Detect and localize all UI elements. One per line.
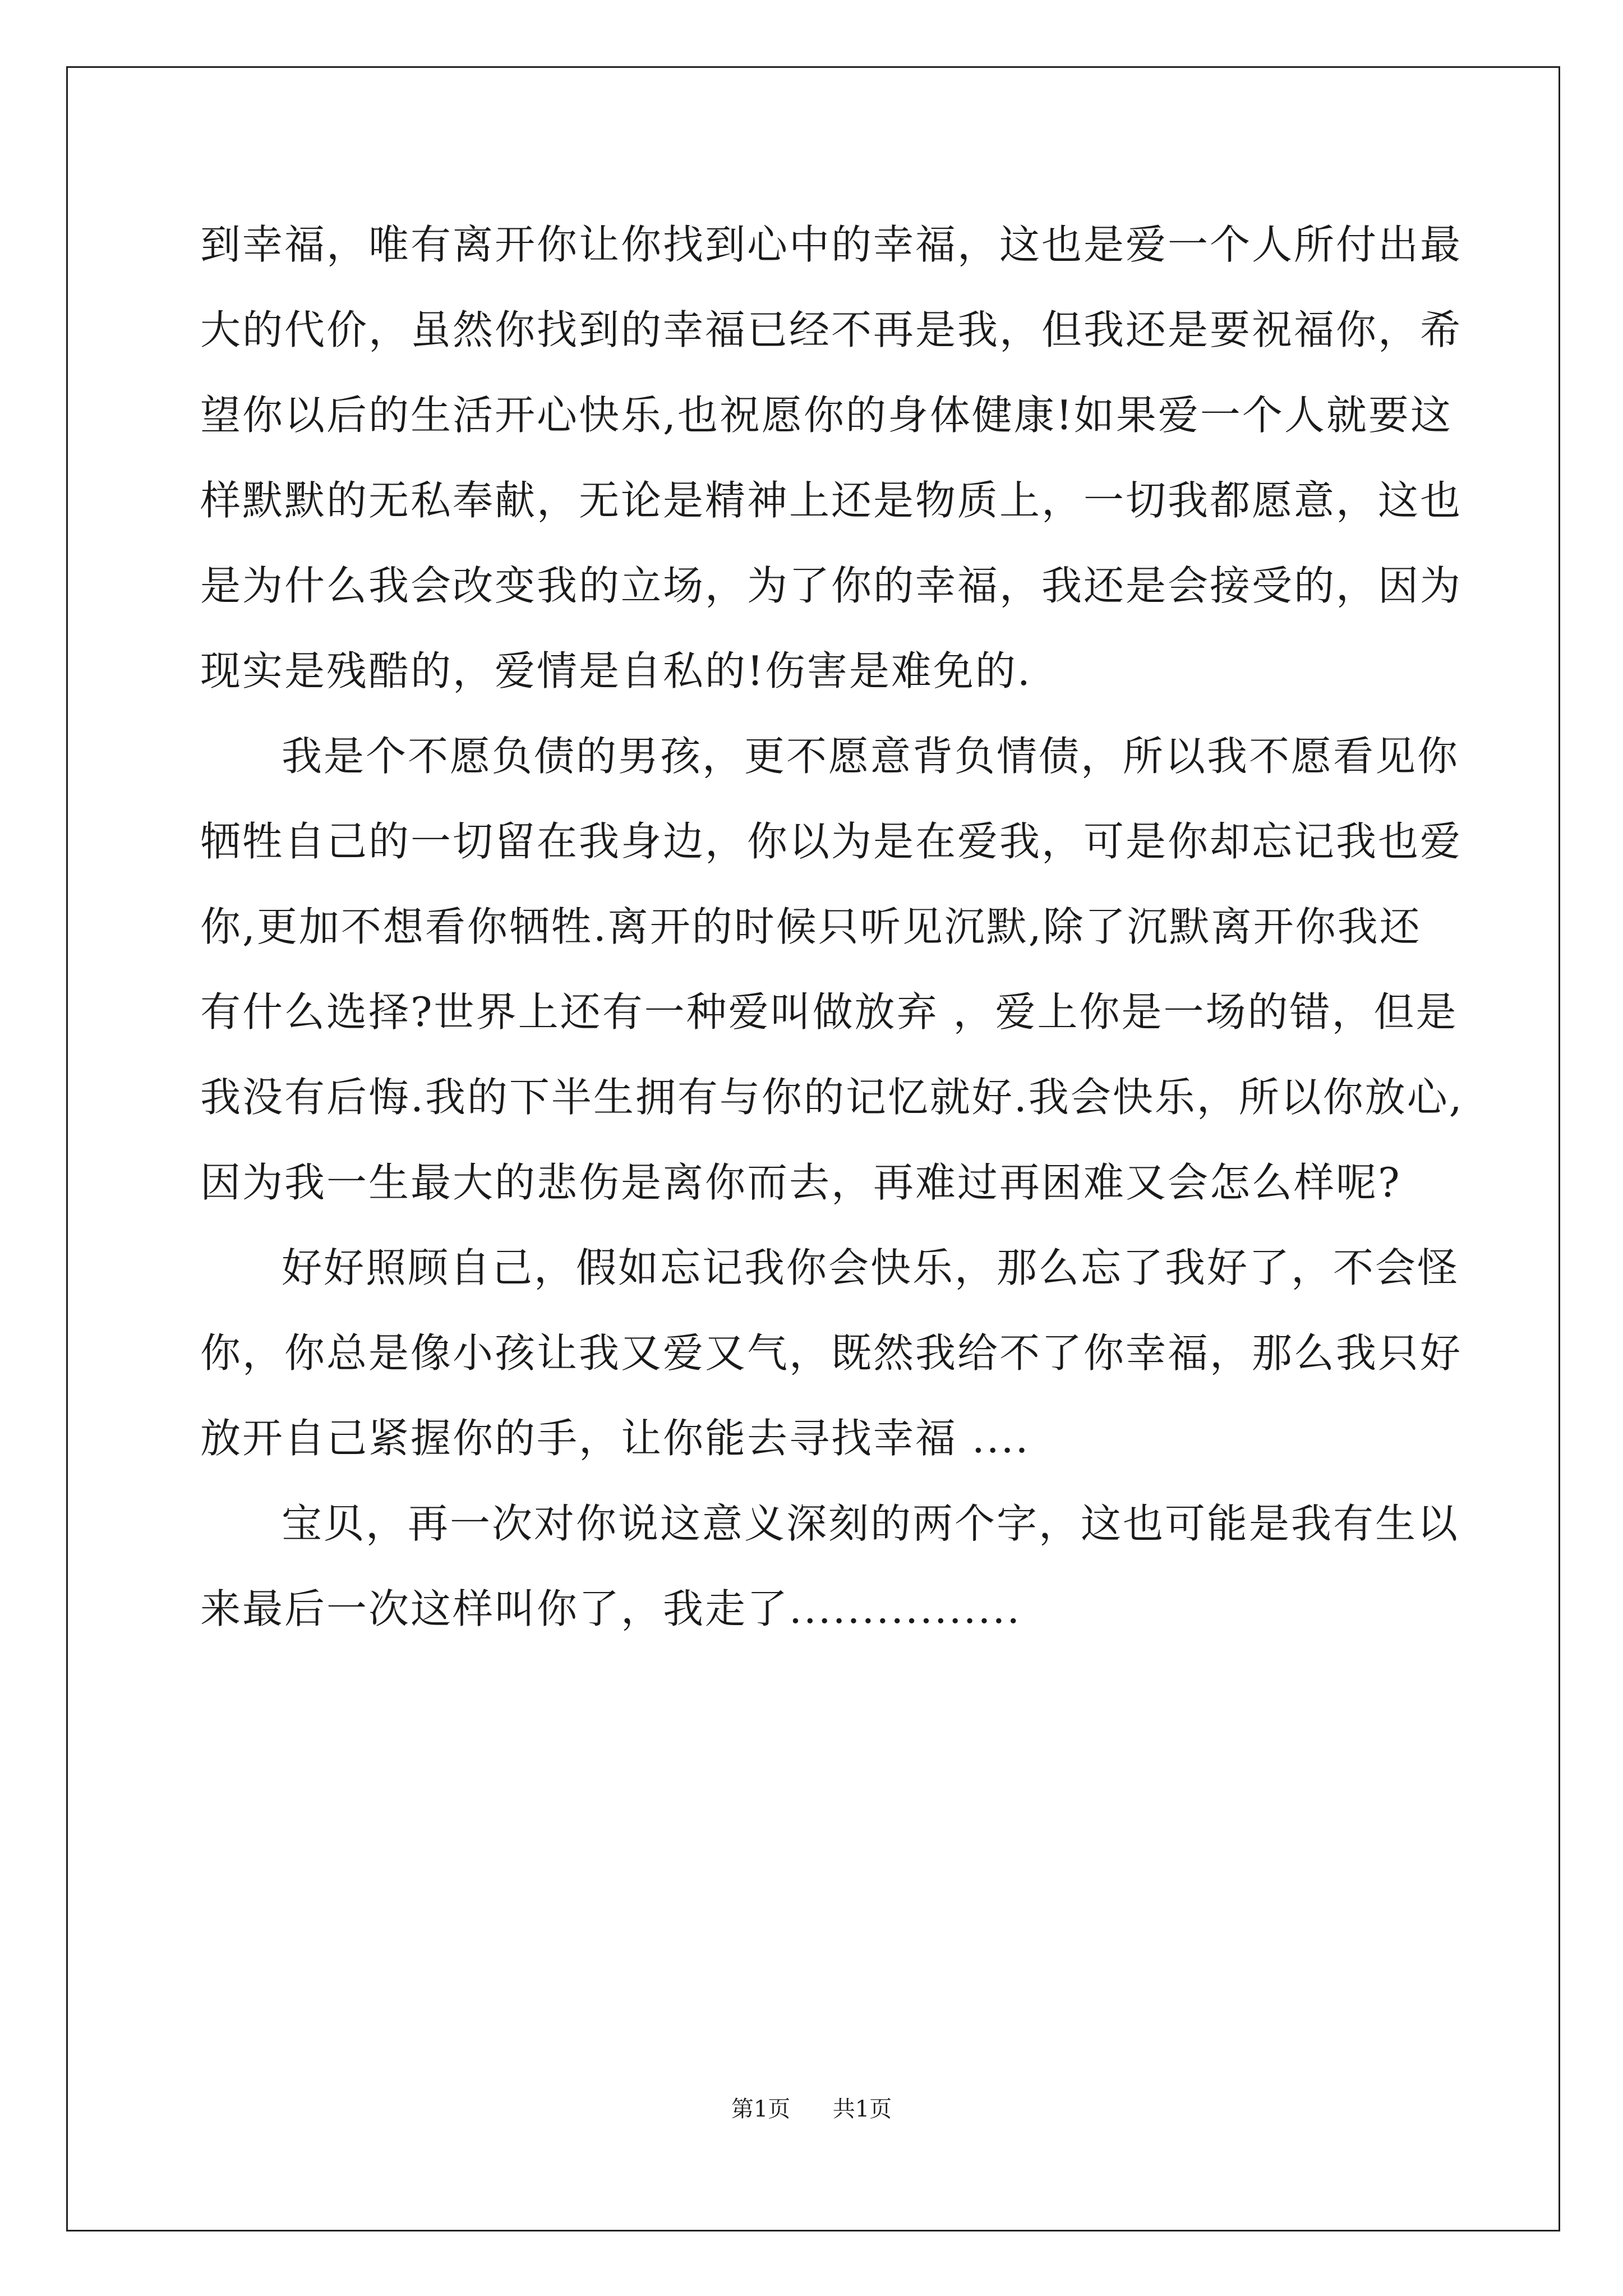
page-number: 第1页 xyxy=(731,2096,791,2122)
text-line: 你，你总是像小孩让我又爱又气，既然我给不了你幸福，那么我只好 xyxy=(200,1329,1463,1377)
text-line: 我没有后悔.我的下半生拥有与你的记忆就好.我会快乐，所以你放心, xyxy=(200,1074,1464,1121)
page-footer xyxy=(0,2095,1623,2123)
text-line: 来最后一次这样叫你了，我走了................ xyxy=(200,1585,1022,1632)
paragraph-first-line: 宝贝，再一次对你说这意义深刻的两个字，这也可能是我有生以 xyxy=(282,1500,1460,1547)
paragraph-first-line: 我是个不愿负债的男孩，更不愿意背负情债，所以我不愿看见你 xyxy=(282,733,1460,780)
text-line: 因为我一生最大的悲伤是离你而去，再难过再困难又会怎么样呢? xyxy=(200,1159,1401,1206)
page-total: 共1页 xyxy=(832,2096,892,2122)
text-line: 现实是残酷的，爱情是自私的!伤害是难免的. xyxy=(200,647,1032,694)
text-line: 你,更加不想看你牺牲.离开的时候只听见沉默,除了沉默离开你我还 xyxy=(200,903,1422,950)
text-line: 有什么选择?世界上还有一种爱叫做放弃 ，爱上你是一场的错，但是 xyxy=(200,988,1458,1036)
text-line: 大的代价，虽然你找到的幸福已经不再是我，但我还是要祝福你，希 xyxy=(200,306,1463,353)
text-line: 望你以后的生活开心快乐,也祝愿你的身体健康!如果爱一个人就要这 xyxy=(200,392,1453,439)
text-line: 样默默的无私奉献，无论是精神上还是物质上，一切我都愿意，这也 xyxy=(200,477,1463,524)
paragraph-first-line: 好好照顾自己，假如忘记我你会快乐，那么忘了我好了，不会怪 xyxy=(282,1244,1460,1291)
text-line: 牺牲自己的一切留在我身边，你以为是在爱我，可是你却忘记我也爱 xyxy=(200,818,1463,865)
text-line: 放开自己紧握你的手，让你能去寻找幸福 .... xyxy=(200,1415,1030,1462)
text-line: 是为什么我会改变我的立场，为了你的幸福，我还是会接受的，因为 xyxy=(200,562,1463,609)
document-body xyxy=(200,202,1464,1651)
text-line: 到幸福，唯有离开你让你找到心中的幸福，这也是爱一个人所付出最 xyxy=(200,221,1463,268)
